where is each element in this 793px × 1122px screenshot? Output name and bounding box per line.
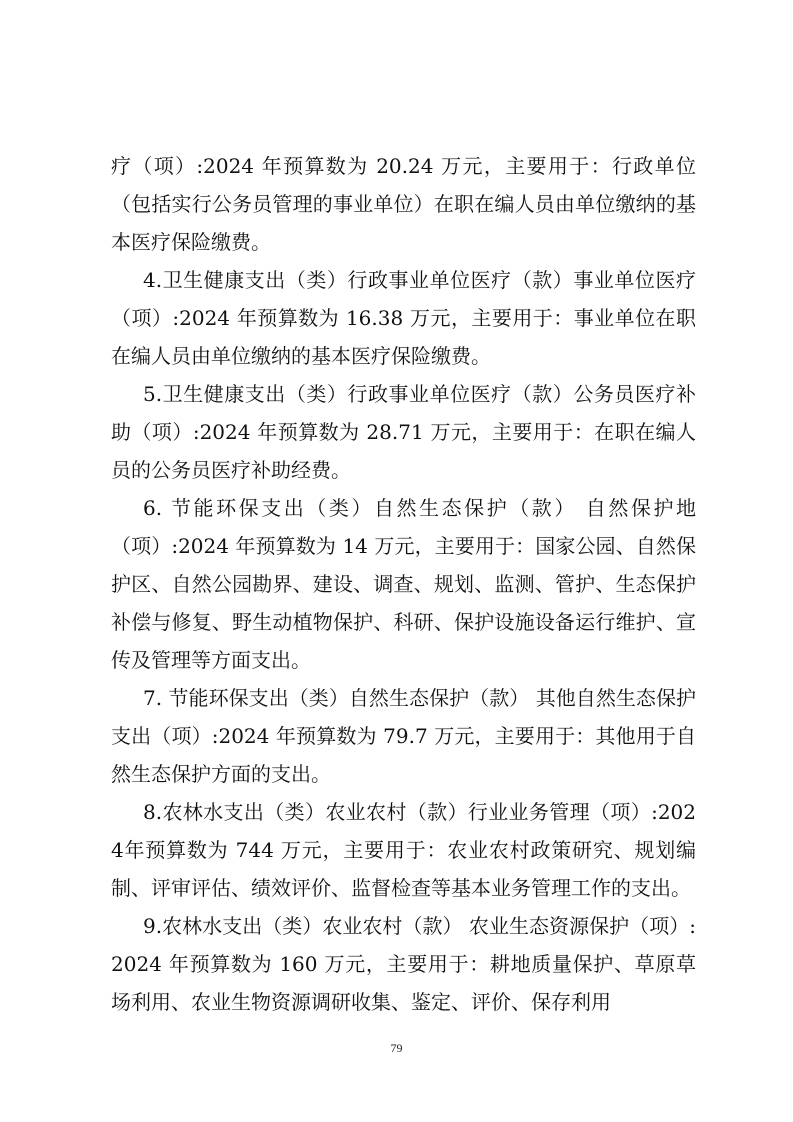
- paragraph-item-8: 8.农林水支出（类）农业农村（款）行业业务管理（项）:2024年预算数为 744 万元，主要用于：农业农村政策研究、规划编制、评审评估、绩效评价、监督检查等基本业务管理工作的支出。: [111, 800, 696, 900]
- paragraph-continued: 疗（项）:2024 年预算数为 20.24 万元，主要用于：行政单位（包括实行公务员管理的事业单位）在职在编人员由单位缴纳的基本医疗保险缴费。: [111, 154, 696, 254]
- paragraph-item-5: 5.卫生健康支出（类）行政事业单位医疗（款）公务员医疗补助（项）:2024 年预算数为 28.71 万元，主要用于：在职在编人员的公务员医疗补助经费。: [111, 382, 696, 482]
- paragraph-item-9: 9.农林水支出（类）农业农村（款） 农业生态资源保护（项）:2024 年预算数为 160 万元，主要用于：耕地质量保护、草原草场利用、农业生物资源调研收集、鉴定、评价、保存利用: [111, 914, 696, 1014]
- paragraph-item-7: 7. 节能环保支出（类）自然生态保护（款） 其他自然生态保护支出（项）:2024 年预算数为 79.7 万元，主要用于：其他用于自然生态保护方面的支出。: [111, 686, 696, 786]
- paragraph-item-4: 4.卫生健康支出（类）行政事业单位医疗（款）事业单位医疗（项）:2024 年预算数为 16.38 万元，主要用于：事业单位在职在编人员由单位缴纳的基本医疗保险缴费。: [111, 268, 696, 368]
- paragraph-item-6: 6. 节能环保支出（类）自然生态保护（款） 自然保护地（项）:2024 年预算数为 14 万元，主要用于：国家公园、自然保护区、自然公园勘界、建设、调查、规划、监测、管护、生态保护补偿与修复、野生动植物保护、科研、保护设施设备运行维护、宣传及管理等方面支出。: [111, 496, 696, 672]
- document-body: [111, 147, 696, 1021]
- page-number: 79: [390, 1041, 403, 1055]
